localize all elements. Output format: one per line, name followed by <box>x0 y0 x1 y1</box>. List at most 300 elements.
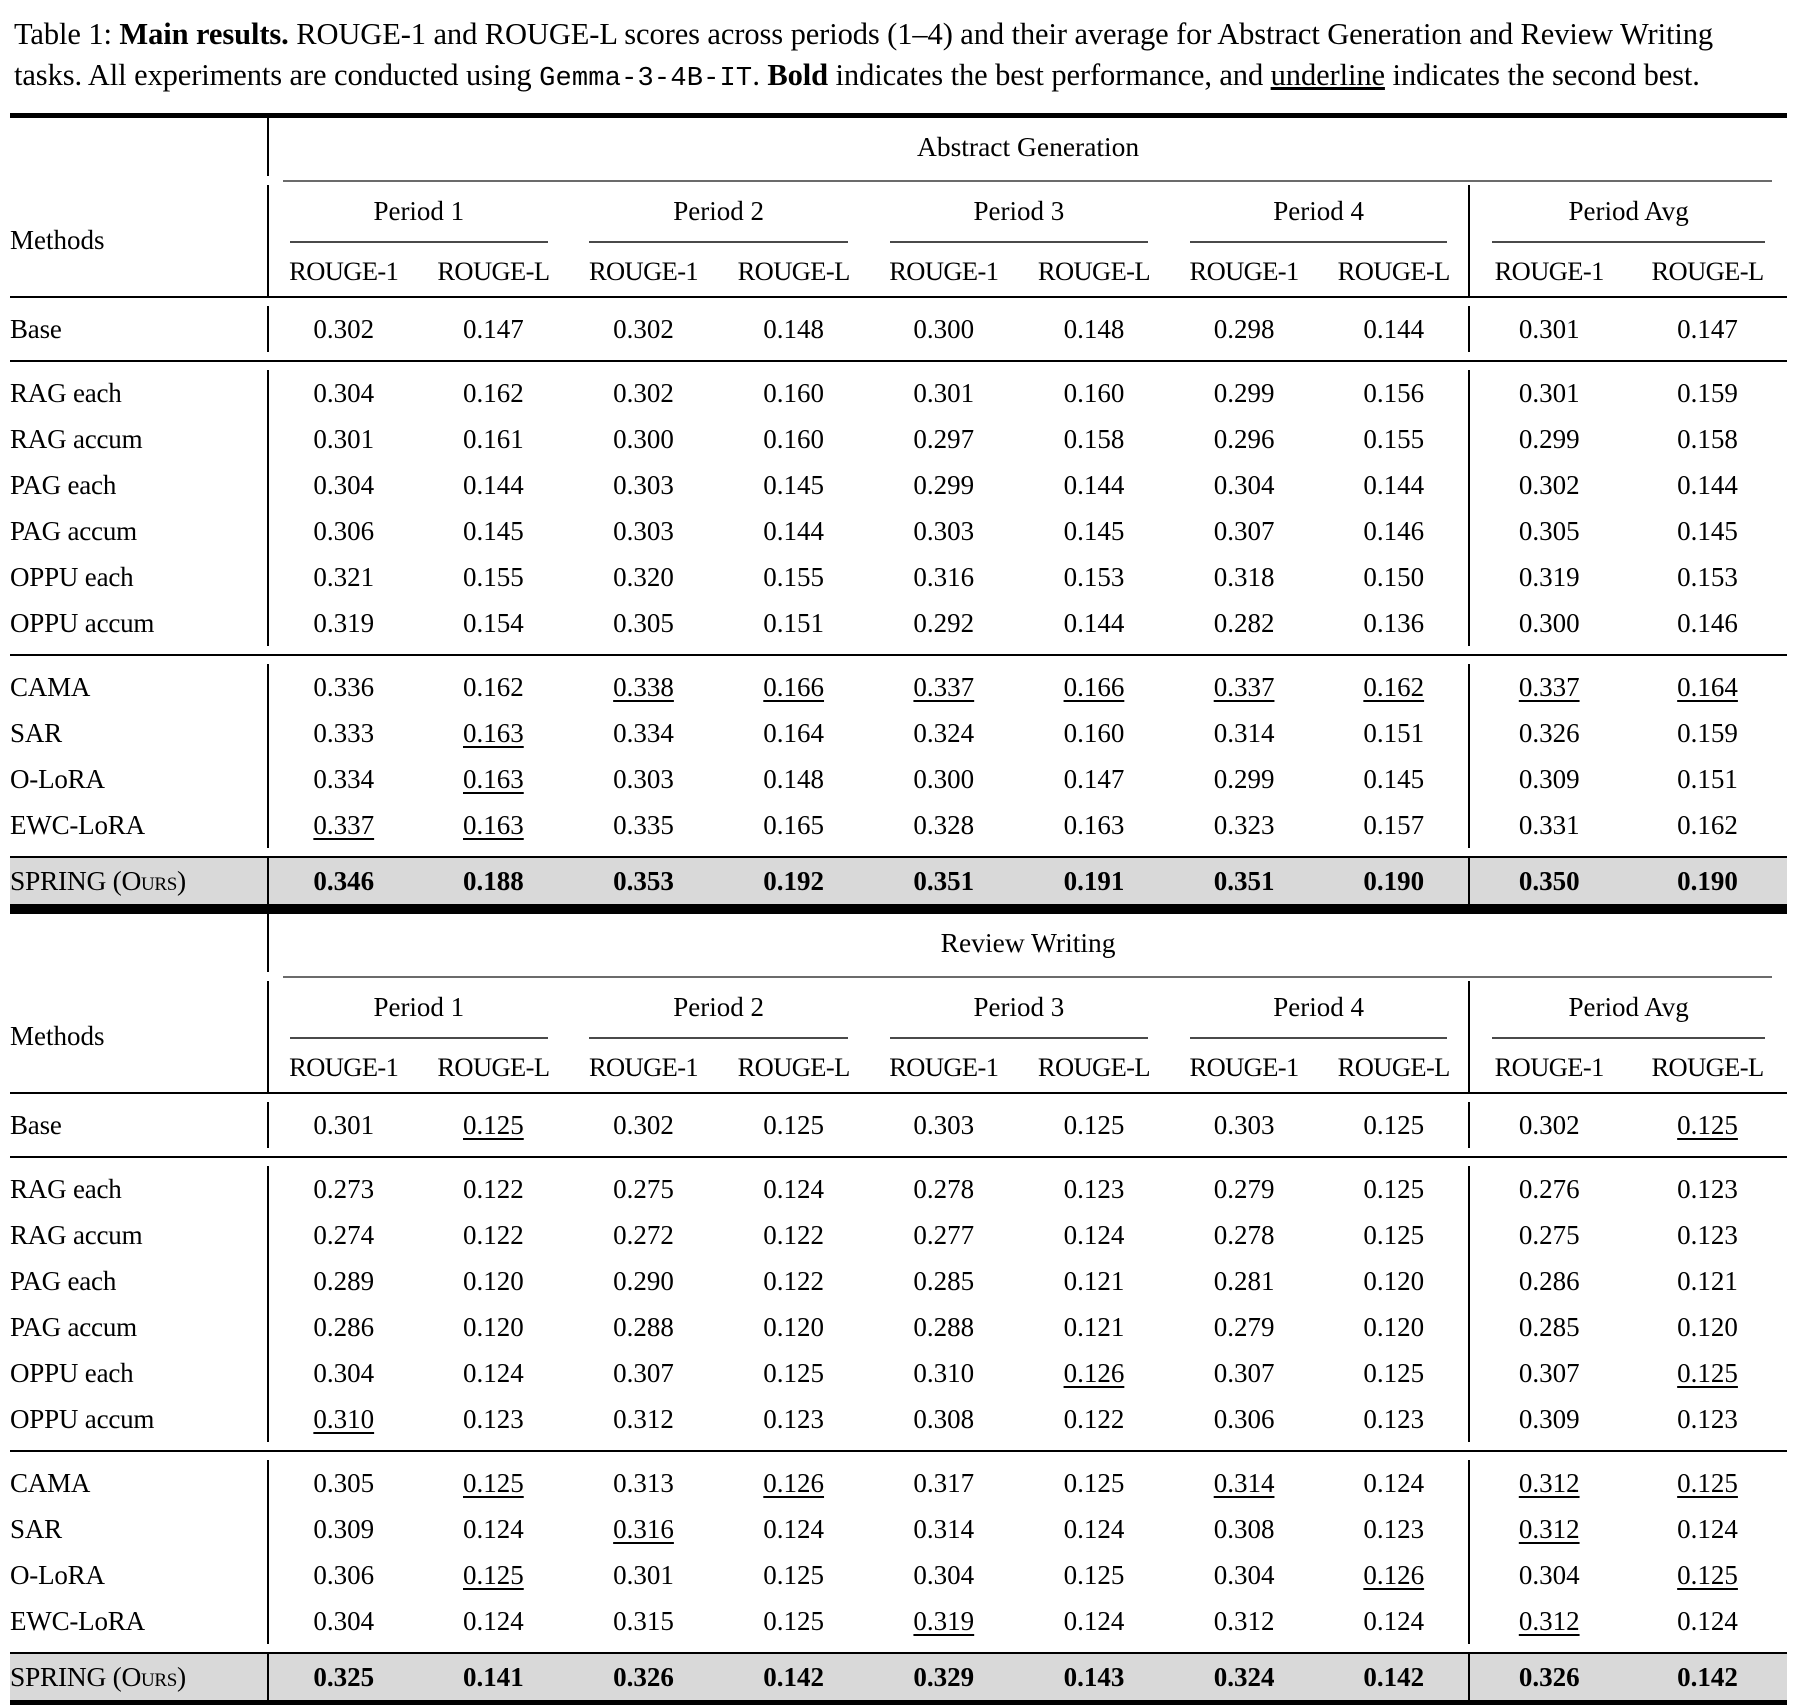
method-name-cell: PAG each <box>10 1265 117 1296</box>
value-cell: 0.121 <box>1063 1311 1125 1342</box>
value-cell: 0.320 <box>613 561 674 592</box>
value-cell: 0.146 <box>1677 607 1738 638</box>
value-cell: 0.120 <box>1363 1311 1425 1342</box>
spacer-cell <box>10 352 1787 360</box>
value-cell: 0.125 <box>763 1357 825 1388</box>
value-cell: 0.285 <box>1469 1304 1628 1350</box>
value-cell: 0.312 <box>1213 1605 1275 1636</box>
metric-header-rougeL-1: ROUGE-L <box>437 1051 550 1082</box>
value-cell: 0.125 <box>1363 1173 1425 1204</box>
value-cell: 0.273 <box>268 1166 418 1212</box>
value-cell: 0.275 <box>613 1173 674 1204</box>
value-cell: 0.160 <box>763 423 825 454</box>
method-name-cell: SPRING (Ours) <box>10 1653 268 1700</box>
metric-header-rougeL-1: ROUGE-L <box>437 255 550 286</box>
value-cell: 0.303 <box>613 469 674 500</box>
value-cell: 0.145 <box>1063 515 1125 546</box>
value-cell: 0.302 <box>1469 462 1628 508</box>
value-cell: 0.331 <box>1469 802 1628 848</box>
value-cell: 0.124 <box>1063 1513 1125 1544</box>
value-cell: 0.321 <box>268 554 418 600</box>
value-cell: 0.125 <box>1063 1109 1125 1140</box>
value-cell: 0.124 <box>1677 1605 1738 1636</box>
method-name-cell: RAG each <box>10 1173 122 1204</box>
value-cell: 0.337 <box>913 671 975 702</box>
value-cell: 0.292 <box>913 607 975 638</box>
period-header-underline-row <box>10 237 1787 246</box>
value-cell: 0.126 <box>1363 1559 1425 1590</box>
spacer-cell <box>10 361 1787 370</box>
method-name-cell: PAG accum <box>10 515 137 546</box>
method-name-cell: PAG each <box>10 469 117 500</box>
value-cell: 0.150 <box>1363 561 1425 592</box>
method-name-cell: SAR <box>10 1513 62 1544</box>
row-spacer <box>10 1644 1787 1652</box>
table-row <box>10 1506 1787 1552</box>
table-row <box>10 1653 1787 1700</box>
method-name-cell: OPPU accum <box>10 1403 155 1434</box>
value-cell: 0.301 <box>1469 370 1628 416</box>
value-cell: 0.329 <box>869 1653 1019 1700</box>
value-cell: 0.305 <box>613 607 674 638</box>
value-cell: 0.124 <box>1063 1219 1125 1250</box>
value-cell: 0.324 <box>913 717 975 748</box>
spacer-cell <box>10 1148 1787 1156</box>
value-cell: 0.124 <box>763 1513 825 1544</box>
value-cell: 0.317 <box>913 1467 975 1498</box>
methods-header-spacer <box>10 116 268 177</box>
value-cell: 0.123 <box>1363 1403 1425 1434</box>
value-cell: 0.302 <box>268 306 418 352</box>
value-cell: 0.314 <box>1213 717 1275 748</box>
task-header-underline <box>268 972 1787 981</box>
value-cell: 0.299 <box>1213 377 1275 408</box>
value-cell: 0.315 <box>613 1605 674 1636</box>
value-cell: 0.120 <box>463 1265 524 1296</box>
value-cell: 0.300 <box>1469 600 1628 646</box>
value-cell: 0.125 <box>463 1467 524 1498</box>
value-cell: 0.125 <box>463 1559 524 1590</box>
metric-header-rougeL-2: ROUGE-L <box>737 255 850 286</box>
value-cell: 0.325 <box>268 1653 418 1700</box>
period-underline-2 <box>568 237 868 246</box>
value-cell: 0.312 <box>1469 1506 1628 1552</box>
value-cell: 0.155 <box>1363 423 1425 454</box>
value-cell: 0.335 <box>613 809 674 840</box>
value-cell: 0.301 <box>613 1559 674 1590</box>
metric-header-rouge1-avg: ROUGE-1 <box>1469 1042 1628 1092</box>
metric-header-rougeL-4: ROUGE-L <box>1337 255 1450 286</box>
method-name-cell: RAG each <box>10 377 122 408</box>
value-cell: 0.124 <box>1063 1605 1125 1636</box>
value-cell: 0.274 <box>268 1212 418 1258</box>
period-header-4: Period 4 <box>1273 195 1365 226</box>
value-cell: 0.326 <box>568 1653 718 1700</box>
value-cell: 0.123 <box>1677 1219 1738 1250</box>
value-cell: 0.126 <box>763 1467 825 1498</box>
value-cell: 0.124 <box>463 1605 524 1636</box>
value-cell: 0.158 <box>1677 423 1738 454</box>
value-cell: 0.144 <box>763 515 825 546</box>
period-header-row <box>10 981 1787 1033</box>
value-cell: 0.166 <box>763 671 825 702</box>
period-header-3: Period 3 <box>973 991 1065 1022</box>
row-spacer <box>10 352 1787 360</box>
value-cell: 0.122 <box>463 1173 524 1204</box>
value-cell: 0.324 <box>1169 1653 1319 1700</box>
period-underline-1 <box>268 1033 568 1042</box>
value-cell: 0.153 <box>1677 561 1738 592</box>
value-cell: 0.155 <box>763 561 825 592</box>
value-cell: 0.122 <box>763 1265 825 1296</box>
value-cell: 0.160 <box>1063 717 1125 748</box>
value-cell: 0.144 <box>1063 469 1125 500</box>
method-name-cell: OPPU each <box>10 561 134 592</box>
value-cell: 0.142 <box>719 1653 869 1700</box>
value-cell: 0.297 <box>913 423 975 454</box>
table-row <box>10 802 1787 848</box>
caption-text-3: indicates the best performance, and <box>828 57 1271 92</box>
value-cell: 0.163 <box>463 717 524 748</box>
value-cell: 0.303 <box>613 763 674 794</box>
value-cell: 0.125 <box>1677 1109 1738 1140</box>
table-row <box>10 1102 1787 1148</box>
value-cell: 0.301 <box>268 416 418 462</box>
value-cell: 0.143 <box>1019 1653 1169 1700</box>
method-name-cell: Base <box>10 1109 62 1140</box>
value-cell: 0.277 <box>913 1219 975 1250</box>
value-cell: 0.314 <box>913 1513 975 1544</box>
row-spacer <box>10 1442 1787 1450</box>
period-header-3: Period 3 <box>973 195 1065 226</box>
metric-header-rougeL-4: ROUGE-L <box>1337 1051 1450 1082</box>
metric-header-rouge1-2: ROUGE-1 <box>588 1051 699 1082</box>
value-cell: 0.303 <box>1213 1109 1275 1140</box>
methods-column-header: Methods <box>10 225 105 256</box>
value-cell: 0.162 <box>1363 671 1425 702</box>
caption-text-4: indicates the second best. <box>1384 57 1700 92</box>
period-underline-4 <box>1169 1033 1469 1042</box>
value-cell: 0.353 <box>568 857 718 904</box>
value-cell: 0.121 <box>1677 1265 1738 1296</box>
value-cell: 0.304 <box>268 370 418 416</box>
value-cell: 0.305 <box>268 1460 418 1506</box>
table-row <box>10 600 1787 646</box>
value-cell: 0.124 <box>463 1357 524 1388</box>
value-cell: 0.306 <box>268 1552 418 1598</box>
value-cell: 0.302 <box>613 377 674 408</box>
table-row <box>10 1396 1787 1442</box>
value-cell: 0.313 <box>613 1467 674 1498</box>
value-cell: 0.308 <box>913 1403 975 1434</box>
value-cell: 0.141 <box>418 1653 568 1700</box>
caption-label: Table 1: <box>14 17 112 51</box>
table-row <box>10 1212 1787 1258</box>
value-cell: 0.125 <box>1363 1357 1425 1388</box>
value-cell: 0.190 <box>1628 857 1787 904</box>
underline-spacer <box>10 972 268 981</box>
metric-header-rouge1-4: ROUGE-1 <box>1189 1051 1299 1082</box>
method-name-cell: CAMA <box>10 671 91 702</box>
value-cell: 0.285 <box>913 1265 975 1296</box>
value-cell: 0.301 <box>913 377 975 408</box>
method-name-cell: OPPU each <box>10 1357 134 1388</box>
spacer-cell <box>10 297 1787 306</box>
period-header-2: Period 2 <box>673 195 764 226</box>
spacer-cell <box>10 1644 1787 1652</box>
value-cell: 0.124 <box>1363 1467 1425 1498</box>
table-row <box>10 554 1787 600</box>
spacer-cell <box>10 1451 1787 1460</box>
value-cell: 0.304 <box>268 1350 418 1396</box>
caption-underline-word: underline <box>1270 57 1385 92</box>
metric-header-row <box>10 1042 1787 1092</box>
value-cell: 0.286 <box>1469 1258 1628 1304</box>
value-cell: 0.123 <box>1677 1403 1738 1434</box>
value-cell: 0.303 <box>913 515 975 546</box>
value-cell: 0.298 <box>1213 313 1275 344</box>
value-cell: 0.308 <box>1213 1513 1275 1544</box>
main-results-table <box>10 113 1787 1705</box>
value-cell: 0.338 <box>613 671 674 702</box>
value-cell: 0.125 <box>763 1559 825 1590</box>
row-spacer <box>10 1157 1787 1166</box>
value-cell: 0.125 <box>763 1109 825 1140</box>
value-cell: 0.299 <box>913 469 975 500</box>
metric-header-rougeL-3: ROUGE-L <box>1037 1051 1150 1082</box>
table-row <box>10 756 1787 802</box>
row-spacer <box>10 655 1787 664</box>
value-cell: 0.310 <box>268 1396 418 1442</box>
row-spacer <box>10 1148 1787 1156</box>
row-spacer <box>10 361 1787 370</box>
value-cell: 0.300 <box>913 313 975 344</box>
value-cell: 0.162 <box>463 377 524 408</box>
underline-spacer <box>10 176 268 185</box>
value-cell: 0.125 <box>1677 1357 1738 1388</box>
metric-header-row <box>10 246 1787 296</box>
value-cell: 0.278 <box>1213 1219 1275 1250</box>
value-cell: 0.164 <box>1677 671 1738 702</box>
value-cell: 0.304 <box>268 462 418 508</box>
value-cell: 0.163 <box>463 809 524 840</box>
value-cell: 0.309 <box>1469 1396 1628 1442</box>
value-cell: 0.148 <box>763 313 825 344</box>
value-cell: 0.145 <box>463 515 524 546</box>
method-name-cell: SAR <box>10 717 62 748</box>
value-cell: 0.123 <box>763 1403 825 1434</box>
value-cell: 0.336 <box>268 664 418 710</box>
value-cell: 0.145 <box>763 469 825 500</box>
row-spacer <box>10 848 1787 856</box>
value-cell: 0.307 <box>1213 515 1275 546</box>
value-cell: 0.120 <box>763 1311 825 1342</box>
period-underline-avg <box>1469 1033 1787 1042</box>
value-cell: 0.126 <box>1063 1357 1125 1388</box>
value-cell: 0.300 <box>913 763 975 794</box>
value-cell: 0.300 <box>613 423 674 454</box>
value-cell: 0.296 <box>1213 423 1275 454</box>
method-name-cell: OPPU accum <box>10 607 155 638</box>
value-cell: 0.276 <box>1469 1166 1628 1212</box>
value-cell: 0.281 <box>1213 1265 1275 1296</box>
caption-bold-title: Main results. <box>119 17 289 51</box>
method-name-cell: Base <box>10 313 62 344</box>
value-cell: 0.190 <box>1319 857 1469 904</box>
table-row <box>10 1598 1787 1644</box>
task-group-header: Review Writing <box>268 912 1787 973</box>
table-row <box>10 370 1787 416</box>
value-cell: 0.158 <box>1063 423 1125 454</box>
value-cell: 0.125 <box>1677 1559 1738 1590</box>
value-cell: 0.121 <box>1063 1265 1125 1296</box>
value-cell: 0.192 <box>719 857 869 904</box>
task-header-underline-row <box>10 176 1787 185</box>
row-spacer <box>10 1451 1787 1460</box>
value-cell: 0.125 <box>1363 1109 1425 1140</box>
method-name-cell: O-LoRA <box>10 1559 105 1590</box>
value-cell: 0.312 <box>1469 1598 1628 1644</box>
method-name-cell: CAMA <box>10 1467 91 1498</box>
task-header-row <box>10 912 1787 973</box>
value-cell: 0.123 <box>1677 1173 1738 1204</box>
table-row <box>10 1258 1787 1304</box>
value-cell: 0.337 <box>268 802 418 848</box>
table-row <box>10 1552 1787 1598</box>
value-cell: 0.147 <box>463 313 524 344</box>
period-header-row <box>10 185 1787 237</box>
table-row <box>10 1350 1787 1396</box>
value-cell: 0.351 <box>1169 857 1319 904</box>
value-cell: 0.328 <box>913 809 975 840</box>
value-cell: 0.144 <box>1063 607 1125 638</box>
metric-header-rouge1-3: ROUGE-1 <box>889 1051 999 1082</box>
caption-text-2: . <box>752 57 768 92</box>
value-cell: 0.166 <box>1063 671 1125 702</box>
value-cell: 0.316 <box>613 1513 674 1544</box>
metric-header-rougeL-avg: ROUGE-L <box>1651 1051 1764 1082</box>
value-cell: 0.279 <box>1213 1173 1275 1204</box>
period-header-1: Period 1 <box>268 981 568 1033</box>
value-cell: 0.272 <box>613 1219 674 1250</box>
value-cell: 0.326 <box>1469 710 1628 756</box>
value-cell: 0.125 <box>1063 1559 1125 1590</box>
table-row <box>10 1460 1787 1506</box>
value-cell: 0.151 <box>1363 717 1425 748</box>
metric-header-rouge1-4: ROUGE-1 <box>1189 255 1299 286</box>
value-cell: 0.286 <box>268 1304 418 1350</box>
period-underline-3 <box>869 1033 1169 1042</box>
value-cell: 0.159 <box>1677 377 1738 408</box>
value-cell: 0.333 <box>268 710 418 756</box>
value-cell: 0.120 <box>463 1311 524 1342</box>
value-cell: 0.159 <box>1677 717 1738 748</box>
value-cell: 0.125 <box>763 1605 825 1636</box>
value-cell: 0.160 <box>1063 377 1125 408</box>
task-header-underline-row <box>10 972 1787 981</box>
value-cell: 0.309 <box>268 1506 418 1552</box>
value-cell: 0.122 <box>463 1219 524 1250</box>
methods-column-header: Methods <box>10 1021 105 1052</box>
value-cell: 0.123 <box>1063 1173 1125 1204</box>
metric-header-rouge1-avg: ROUGE-1 <box>1469 246 1628 296</box>
value-cell: 0.151 <box>1677 763 1738 794</box>
value-cell: 0.147 <box>1063 763 1125 794</box>
value-cell: 0.165 <box>763 809 825 840</box>
spacer-cell <box>10 655 1787 664</box>
value-cell: 0.163 <box>463 763 524 794</box>
value-cell: 0.123 <box>463 1403 524 1434</box>
value-cell: 0.125 <box>1363 1219 1425 1250</box>
value-cell: 0.303 <box>913 1109 975 1140</box>
value-cell: 0.302 <box>613 313 674 344</box>
value-cell: 0.301 <box>268 1102 418 1148</box>
value-cell: 0.326 <box>1469 1653 1628 1700</box>
caption-text-1: ROUGE-1 and ROUGE-L scores across periods (1–4) and their average for Abstract Generation and Review Writing tasks. All experiments are conducted using <box>14 17 1714 92</box>
value-cell: 0.162 <box>1677 809 1738 840</box>
value-cell: 0.120 <box>1677 1311 1738 1342</box>
value-cell: 0.188 <box>418 857 568 904</box>
value-cell: 0.120 <box>1363 1265 1425 1296</box>
value-cell: 0.301 <box>1469 306 1628 352</box>
task-header-row <box>10 116 1787 177</box>
spacer-cell <box>10 1093 1787 1102</box>
value-cell: 0.154 <box>463 607 524 638</box>
value-cell: 0.319 <box>913 1605 975 1636</box>
value-cell: 0.148 <box>1063 313 1125 344</box>
value-cell: 0.162 <box>463 671 524 702</box>
value-cell: 0.305 <box>1469 508 1628 554</box>
value-cell: 0.153 <box>1063 561 1125 592</box>
value-cell: 0.124 <box>1363 1605 1425 1636</box>
row-spacer <box>10 1093 1787 1102</box>
method-name-cell: O-LoRA <box>10 763 105 794</box>
value-cell: 0.123 <box>1363 1513 1425 1544</box>
value-cell: 0.288 <box>613 1311 674 1342</box>
value-cell: 0.309 <box>1469 756 1628 802</box>
value-cell: 0.282 <box>1213 607 1275 638</box>
value-cell: 0.124 <box>763 1173 825 1204</box>
value-cell: 0.142 <box>1319 1653 1469 1700</box>
period-header-1: Period 1 <box>268 185 568 237</box>
method-name-cell: RAG accum <box>10 423 143 454</box>
value-cell: 0.157 <box>1363 809 1425 840</box>
value-cell: 0.350 <box>1469 857 1628 904</box>
value-cell: 0.125 <box>1677 1467 1738 1498</box>
value-cell: 0.337 <box>1213 671 1275 702</box>
period-header-2: Period 2 <box>673 991 764 1022</box>
metric-header-rouge1-1: ROUGE-1 <box>268 246 418 296</box>
period-header-avg: Period Avg <box>1469 981 1787 1033</box>
method-name-cell: EWC-LoRA <box>10 1605 145 1636</box>
value-cell: 0.144 <box>1677 469 1738 500</box>
row-spacer <box>10 297 1787 306</box>
value-cell: 0.155 <box>463 561 524 592</box>
value-cell: 0.304 <box>913 1559 975 1590</box>
value-cell: 0.334 <box>268 756 418 802</box>
task-header-underline <box>268 176 1787 185</box>
metric-header-rougeL-2: ROUGE-L <box>737 1051 850 1082</box>
table-row <box>10 462 1787 508</box>
value-cell: 0.307 <box>1213 1357 1275 1388</box>
table-row <box>10 508 1787 554</box>
table-row <box>10 1304 1787 1350</box>
value-cell: 0.124 <box>1677 1513 1738 1544</box>
method-name-cell: EWC-LoRA <box>10 809 145 840</box>
value-cell: 0.312 <box>613 1403 674 1434</box>
caption-bold-word: Bold <box>767 57 829 92</box>
value-cell: 0.319 <box>268 600 418 646</box>
